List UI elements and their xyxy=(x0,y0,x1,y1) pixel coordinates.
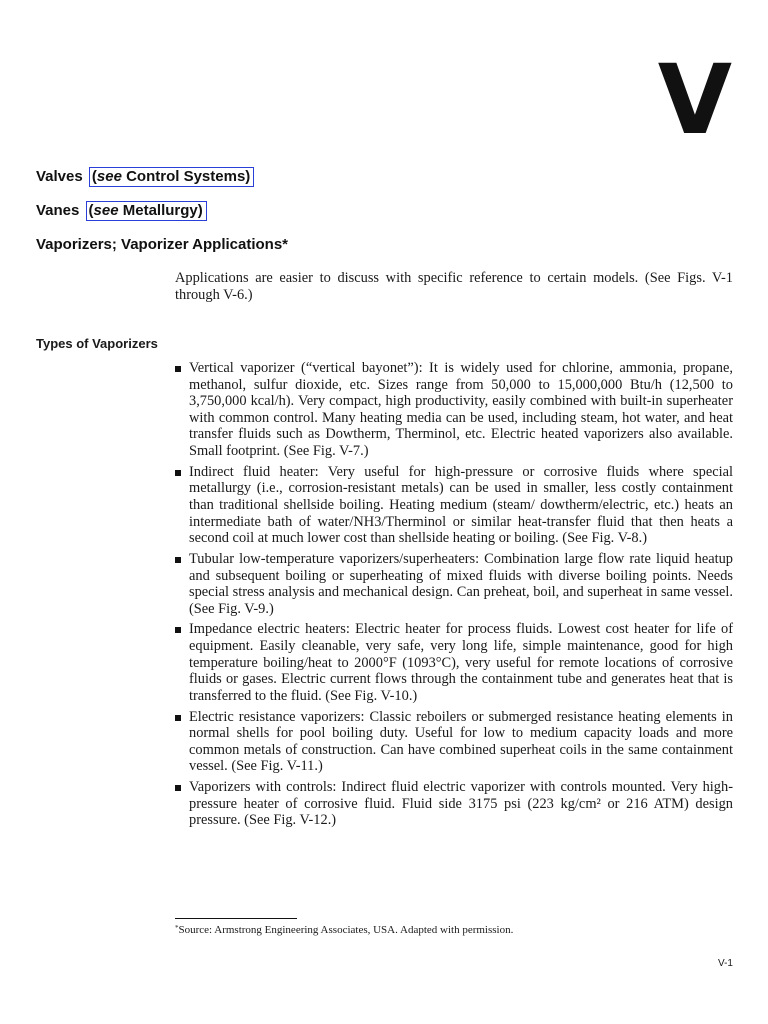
list-item-text: Indirect fluid heater: Very useful for high-pressure or corrosive fluids where special metallurgy (i.e., corrosion-resistant metals) can be used in smaller, less costly containment than traditional shellside boiling. Heating medium (steam/ dowtherm/electric, etc.) heats an intermediate bath of water/NH3/Therminol or similar heat-transfer fluid that then heats a second coil at much lower cost than shellside heating or boiling. (See Fig. V-8.) xyxy=(189,463,733,547)
list-item xyxy=(175,621,733,704)
square-bullet-icon xyxy=(175,470,181,476)
list-item-text: Impedance electric heaters: Electric heater for process fluids. Lowest cost heater for life of equipment. Easily cleanable, very safe, very long life, simple maintenance, good for high temperature boiling/heat to 2000°F (1093°C), very useful for remote locations of corrosive fluids or gases. Electric current flows through the containment tube and generates heat that is transferred to the fluid. (See Fig. V-10.) xyxy=(189,621,733,704)
cross-reference-link-control-systems[interactable] xyxy=(89,167,254,187)
square-bullet-icon xyxy=(175,557,181,563)
list-item xyxy=(175,551,733,617)
paren-close: ) xyxy=(197,202,203,219)
paren-close: ) xyxy=(245,168,251,185)
list-item xyxy=(175,779,733,829)
list-item xyxy=(175,464,733,547)
section-heading-types: Types of Vaporizers xyxy=(36,336,158,351)
list-item xyxy=(175,709,733,775)
entry-term: Valves xyxy=(36,168,83,185)
list-item-text: Vaporizers with controls: Indirect fluid electric vaporizer with controls mounted. Very high-pressure heater of corrosive fluid. Fluid side 3175 psi (223 kg/cm² or 216 ATM) design pressure. (See Fig. V-12.) xyxy=(189,779,733,829)
paren-open: ( xyxy=(91,168,97,185)
entry-valves xyxy=(36,167,254,187)
page-number: V-1 xyxy=(717,958,733,969)
square-bullet-icon xyxy=(175,627,181,633)
xref-target: Control Systems xyxy=(126,168,246,185)
entry-vanes xyxy=(36,201,207,221)
list-item-text: Tubular low-temperature vaporizers/superheaters: Combination large flow rate liquid heatup and subsequent boiling or superheating of mixed fluids with diverse boiling points. Needs special stress analysis and mechanical design. Can preheat, boil, and superheat in same vessel. (See Fig. V-9.) xyxy=(189,550,733,617)
square-bullet-icon xyxy=(175,715,181,721)
entry-vaporizers-title: Vaporizers; Vaporizer Applications* xyxy=(36,236,289,253)
list-item-text: Electric resistance vaporizers: Classic reboilers or submerged resistance heating elements in normal shells for pool boiling duty. Useful for low to medium capacity loads and more common metals of construction. Can have combined superheat coils in the same containment vessel. (See Fig. V-11.) xyxy=(189,708,733,775)
paren-open: ( xyxy=(88,202,94,219)
vaporizer-types-list xyxy=(175,360,733,833)
square-bullet-icon xyxy=(175,785,181,791)
chapter-letter: V xyxy=(657,44,732,156)
footnote xyxy=(175,924,513,936)
footnote-mark: * xyxy=(175,924,179,932)
intro-paragraph: Applications are easier to discuss with specific reference to certain models. (See Figs. V-1 through V-6.) xyxy=(175,270,733,303)
list-item-text: Vertical vaporizer (“vertical bayonet”): It is widely used for chlorine, ammonia, propane, methanol, sulfur dioxide, etc. Sizes range from 50,000 to 15,000,000 Btu/h (12,500 to 3,750,000 kcal/h). Very compact, high productivity, easily combined with built-in superheater with common control. Many heating media can be used, including steam, hot water, and heat transfer fluids such as Dowtherm, Therminol, etc. Electric heated vaporizers also available. Small footprint. (See Fig. V-7.) xyxy=(189,360,733,459)
see-label: see xyxy=(96,168,122,185)
footnote-text: Source: Armstrong Engineering Associates, USA. Adapted with permission. xyxy=(178,924,514,936)
square-bullet-icon xyxy=(175,366,181,372)
see-label: see xyxy=(93,202,119,219)
xref-target: Metallurgy xyxy=(122,202,198,219)
footnote-divider xyxy=(175,918,297,919)
list-item xyxy=(175,360,733,460)
cross-reference-link-metallurgy[interactable] xyxy=(86,201,207,221)
entry-term: Vanes xyxy=(36,202,80,219)
